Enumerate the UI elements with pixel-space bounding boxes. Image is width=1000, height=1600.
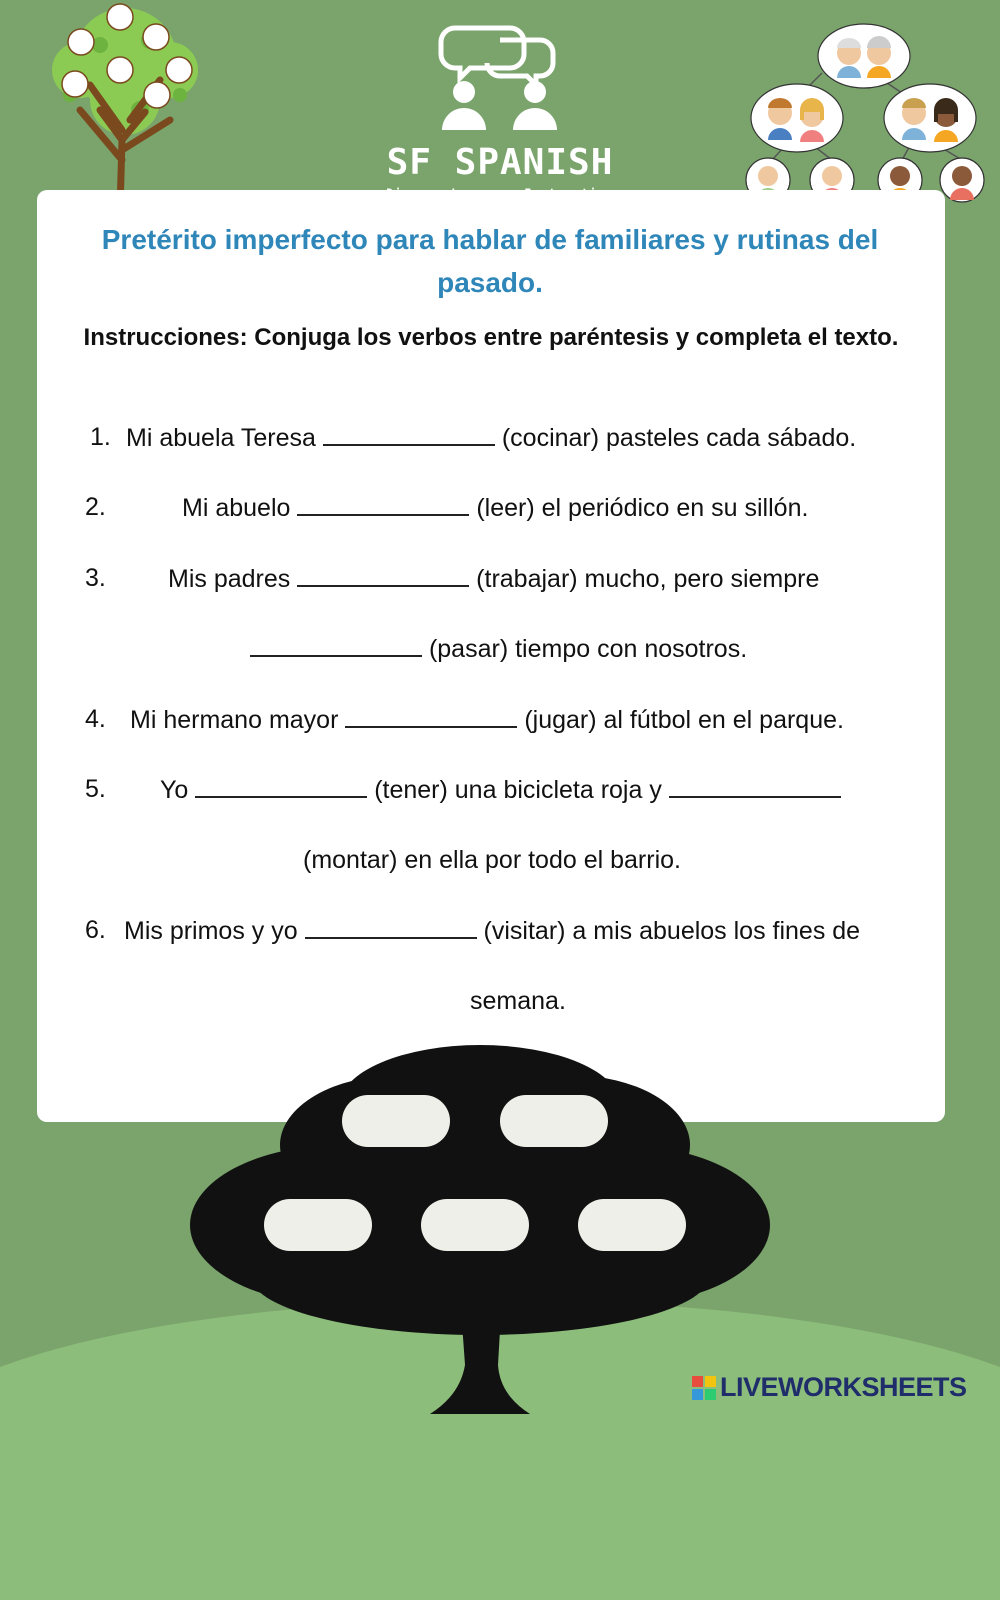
item-number: 3.: [85, 564, 106, 592]
list-item: Mi hermano mayor (jugar) al fútbol en el parque.: [130, 706, 844, 734]
worksheet-title: Pretérito imperfecto para hablar de familiares y rutinas del pasado.: [101, 224, 879, 298]
list-item: Mi abuelo (leer) el periódico en su sillón.: [182, 494, 809, 522]
name-pill[interactable]: [578, 1199, 686, 1251]
item-number: 4.: [85, 705, 106, 733]
answer-blank[interactable]: [297, 563, 469, 587]
answer-blank[interactable]: [669, 774, 841, 798]
tree-silhouette-icon: [180, 1035, 780, 1414]
family-tree-left-icon: [40, 0, 210, 215]
answer-blank[interactable]: [323, 422, 495, 446]
liveworksheets-brand: LIVEWORKSHEETS: [720, 1372, 967, 1402]
sf-spanish-logo: [380, 20, 620, 190]
item-number: 2.: [85, 493, 106, 521]
speech-bubbles-people-icon: [380, 20, 620, 140]
item-number: 1.: [90, 423, 111, 451]
list-item: Mis padres (trabajar) mucho, pero siempre: [168, 565, 820, 593]
item-number: 6.: [85, 916, 106, 944]
list-item: Mis primos y yo (visitar) a mis abuelos los fines de: [124, 917, 861, 945]
name-pill[interactable]: [342, 1095, 450, 1147]
family-generations-icon: [742, 18, 990, 208]
name-pill[interactable]: [500, 1095, 608, 1147]
list-item: Mi abuela Teresa (cocinar) pasteles cada sábado.: [126, 424, 857, 452]
item-number: 5.: [85, 775, 106, 803]
logo-title: SF SPANISH: [386, 142, 614, 183]
answer-blank[interactable]: [345, 704, 517, 728]
name-pill[interactable]: [421, 1199, 529, 1251]
answer-blank[interactable]: [250, 633, 422, 657]
list-item-continuation: semana.: [470, 987, 566, 1015]
answer-blank[interactable]: [195, 774, 367, 798]
worksheet-instructions: Instrucciones: Conjuga los verbos entre paréntesis y completa el texto.: [83, 324, 899, 351]
name-pill[interactable]: [264, 1199, 372, 1251]
answer-blank[interactable]: [297, 492, 469, 516]
list-item-continuation: (pasar) tiempo con nosotros.: [250, 633, 747, 664]
list-item: Yo (tener) una bicicleta roja y: [160, 774, 841, 805]
answer-blank[interactable]: [305, 915, 477, 939]
liveworksheets-logo-icon: [692, 1376, 716, 1400]
list-item-continuation: (montar) en ella por todo el barrio.: [303, 846, 681, 874]
